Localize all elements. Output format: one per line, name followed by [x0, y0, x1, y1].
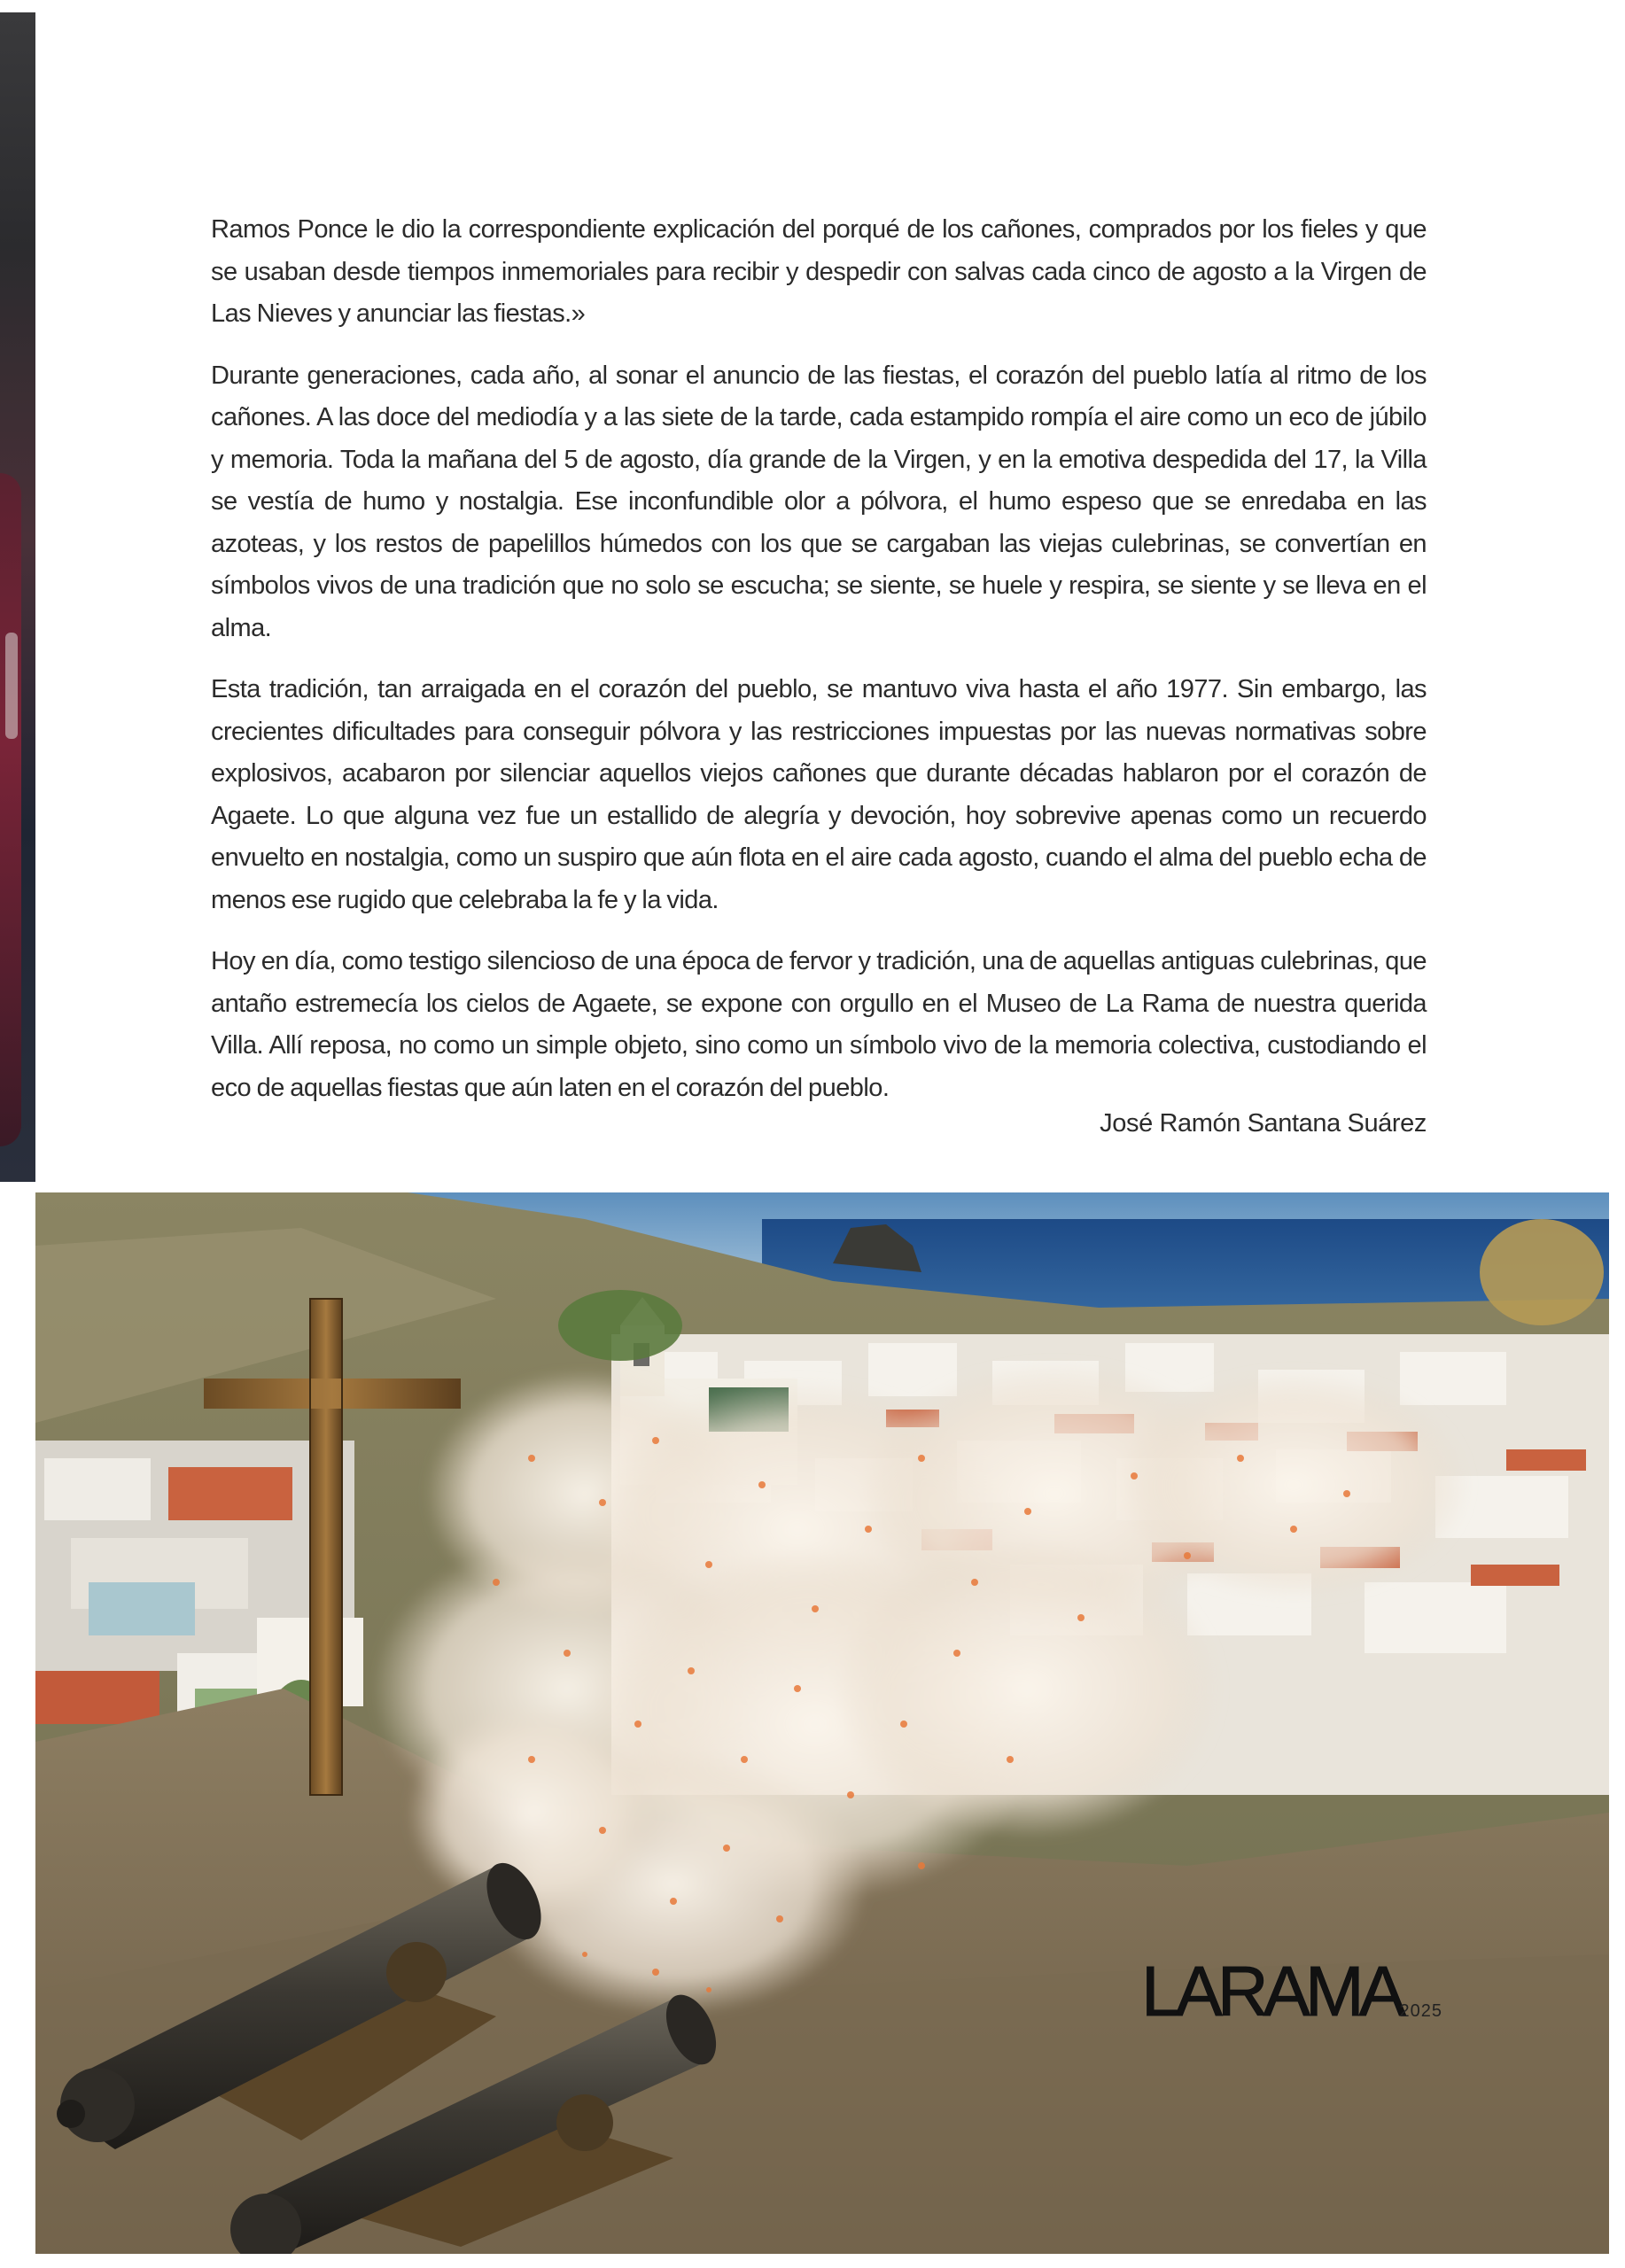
logo-wordmark: LARAMA [1141, 1952, 1401, 2031]
paragraph-1: Ramos Ponce le dio la correspondiente explicación del porqué de los cañones, comprados por los fieles y que se usaban desde tiempos inmemoriales para recibir y despedir con salvas cada cinco de agosto a la Virgen de Las Nieves y anunciar las fiestas.» [211, 215, 1427, 328]
paragraph-3: Esta tradición, tan arraigada en el corazón del pueblo, se mantuvo viva hasta el año 1977. Sin embargo, las crecientes dificultades para conseguir pólvora y las restricciones impuestas por las nuevas normativas sobre explosivos, acabaron por silenciar aquellos viejos cañones que durante décadas hablaron por el corazón de Agaete. Lo que alguna vez fue un estallido de alegría y devoción, hoy sobrevive apenas como un recuerdo envuelto en nostalgia, como un suspiro que aún flota en el aire cada agosto, cuando el alma del pueblo echa de menos ese rugido que celebraba la fe y la vida. [211, 675, 1427, 914]
left-edge-photo-strip [0, 12, 35, 1182]
strip-highlight [5, 633, 18, 739]
village-cannons-photo [35, 1192, 1609, 2254]
author-signature: José Ramón Santana Suárez [1100, 1109, 1427, 1138]
paragraph-2: Durante generaciones, cada año, al sonar el anuncio de las fiestas, el corazón del pueblo latía al ritmo de los cañones. A las doce del mediodía y a las siete de la tarde, cada estampido rompía el aire como un eco de júbilo y memoria. Toda la mañana del 5 de agosto, día grande de la Virgen, y en la emotiva despedida del 17, la Villa se vestía de humo y nostalgia. Ese inconfundible olor a pólvora, el humo espeso que se enredaba en las azoteas, y los restos de papelillos húmedos con los que se cargaban las viejas culebrinas, se convertían en símbolos vivos de una tradición que no solo se escucha; se siente, se huele y respira, se siente y se lleva en el alma. [211, 361, 1427, 642]
paragraph-4: Hoy en día, como testigo silencioso de una época de fervor y tradición, una de aquellas antiguas culebrinas, que antaño estremecía los cielos de Agaete, se expone con orgullo en el Museo de La Rama de nuestra querida Villa. Allí reposa, no como un simple objeto, sino como un símbolo vivo de la memoria colectiva, custodiando el eco de aquellas fiestas que aún laten en el corazón del pueblo. [211, 947, 1427, 1102]
logo-year: 2025 [1399, 2001, 1442, 2021]
article-body [211, 209, 1427, 1129]
la-rama-logo [1141, 1952, 1442, 2031]
strip-accent [0, 473, 21, 1146]
